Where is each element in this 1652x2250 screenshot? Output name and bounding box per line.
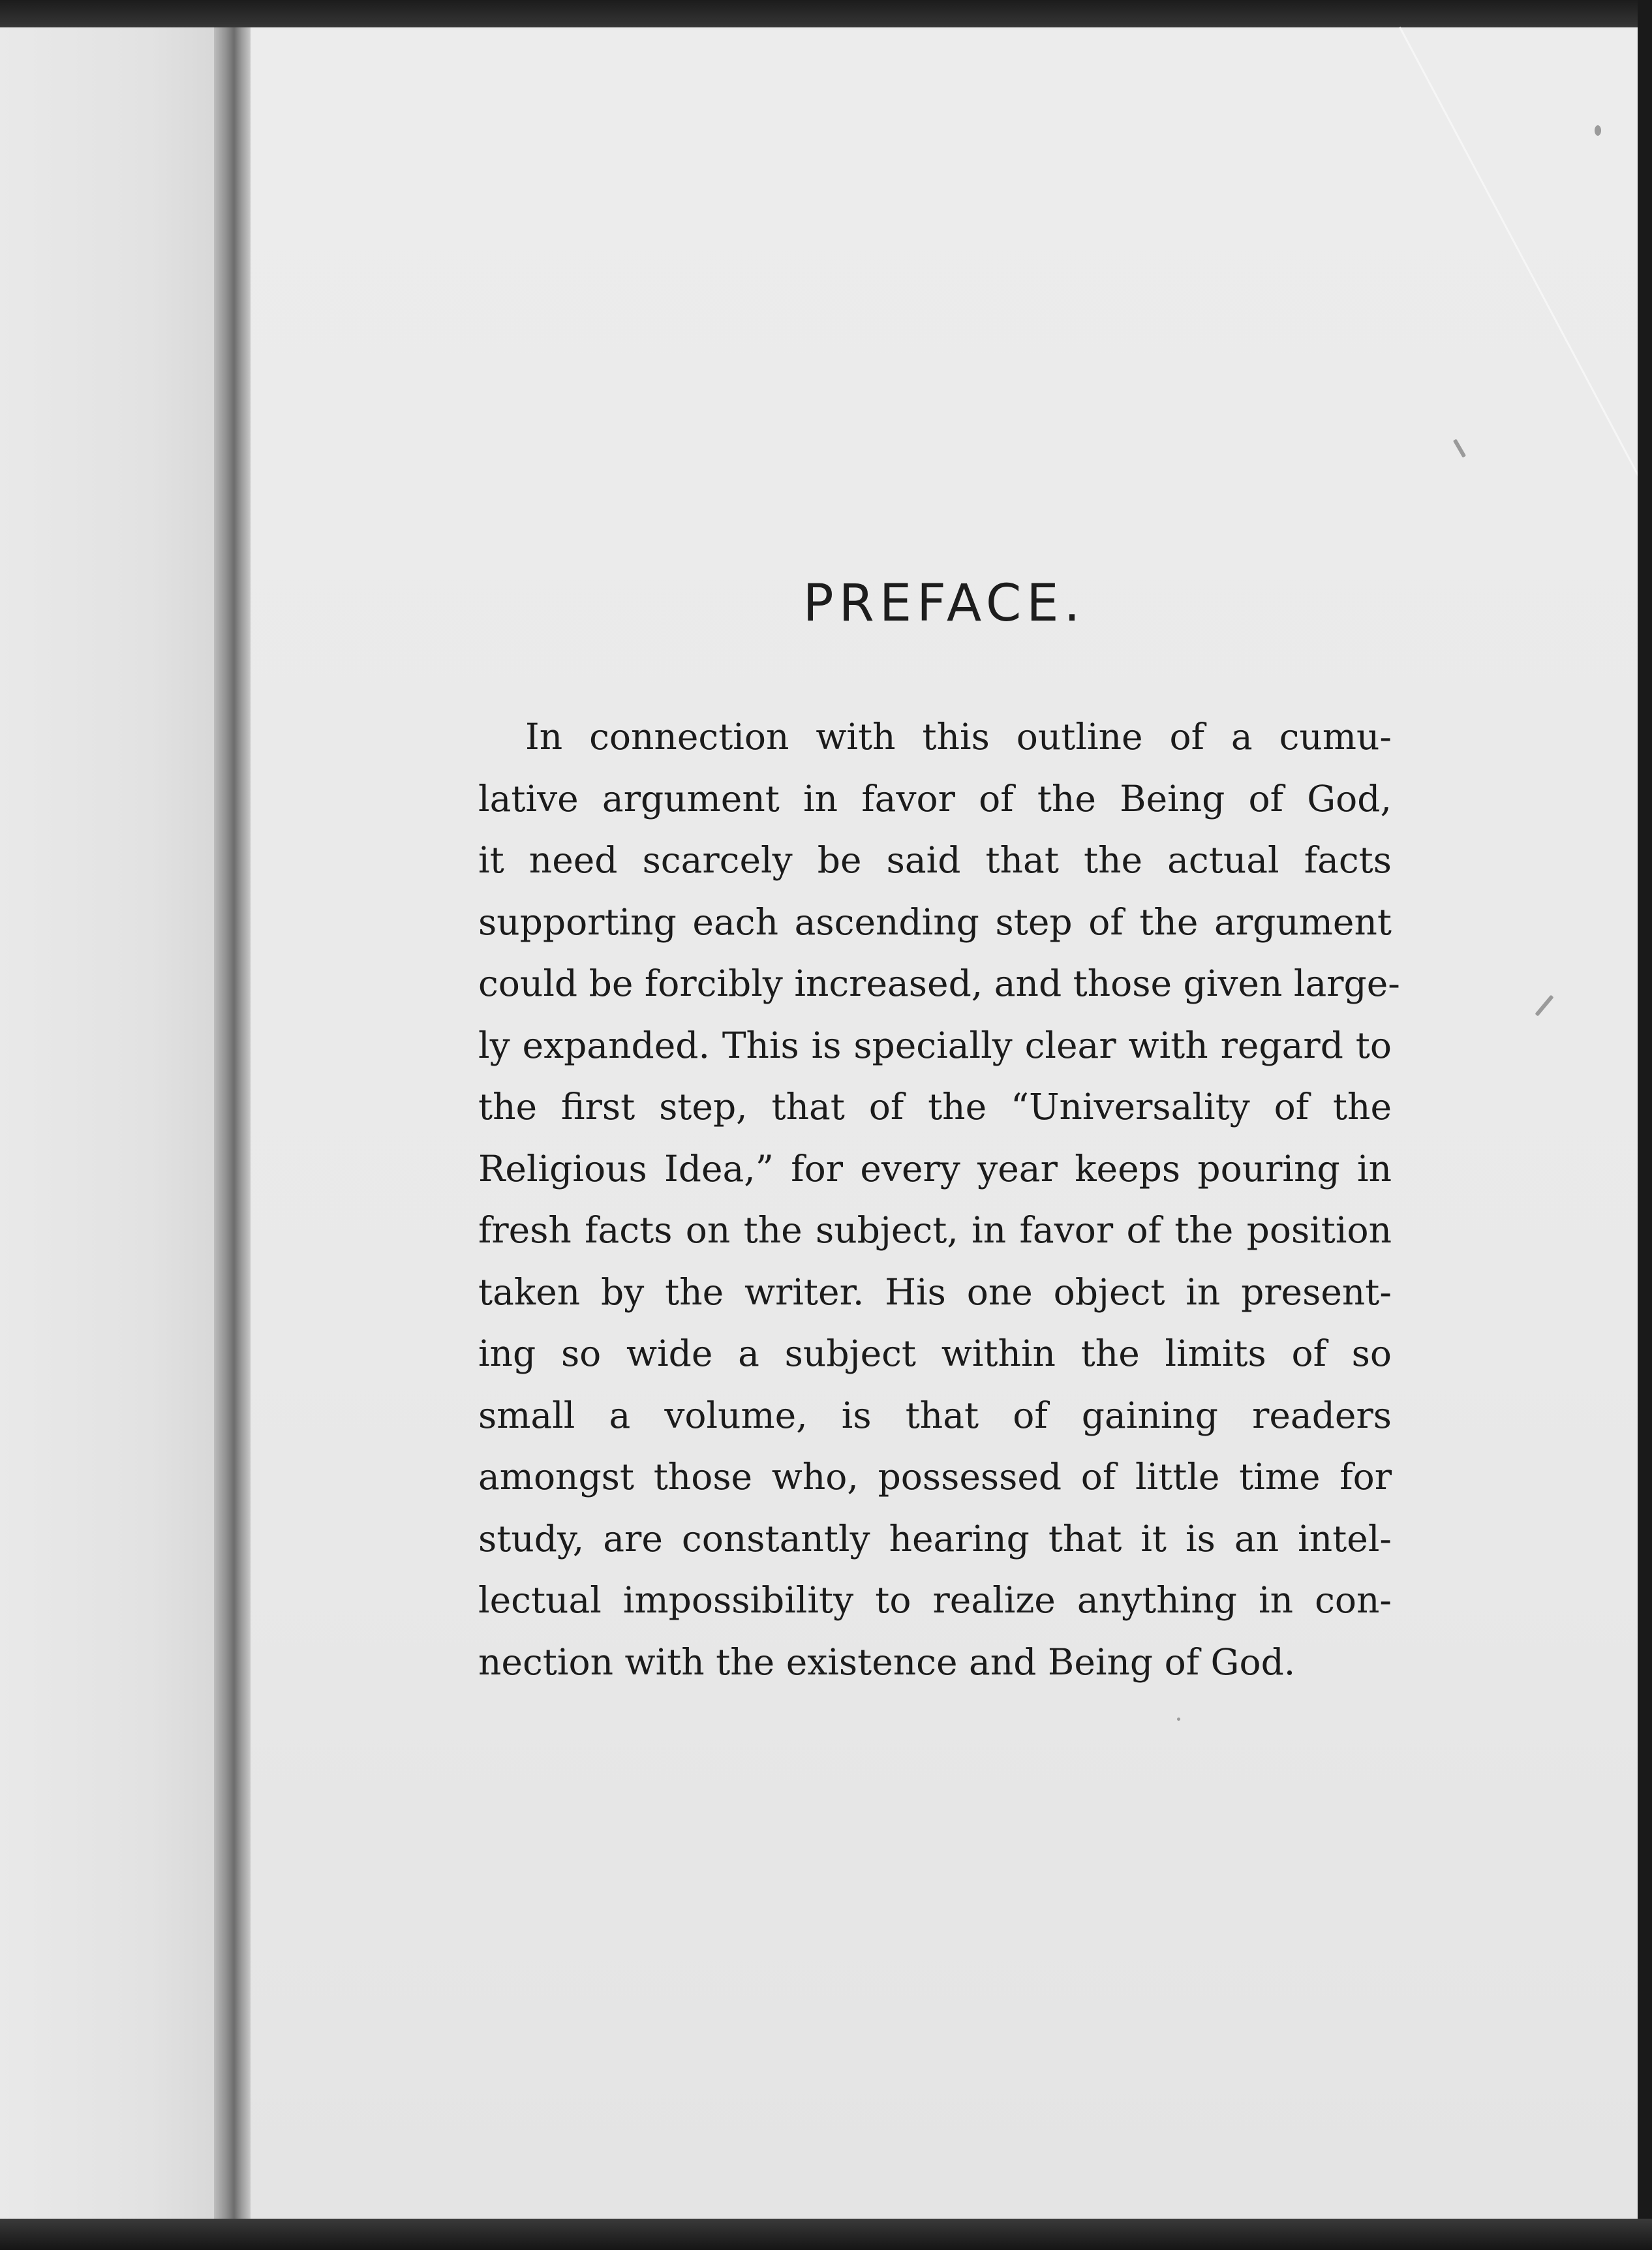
paragraph-line: In connection with this outline of a cumu- [525,716,1392,758]
paragraph-line: taken by the writer. His one object in present- [478,1271,1392,1313]
paragraph-line: lative argument in favor of the Being of God, [478,777,1392,820]
paragraph-line: the first step, that of the “Universality of the [478,1086,1392,1128]
dust-speck [1535,995,1553,1017]
paragraph-line: lectual impossibility to realize anything in con- [478,1579,1392,1621]
paragraph-line: small a volume, is that of gaining readers [478,1394,1392,1436]
page-title: PREFACE. [803,574,1086,633]
left-blank-leaf [0,27,214,2227]
paragraph-line: could be forcibly increased, and those given large- [478,963,1400,1004]
paragraph-line: nection with the existence and Being of God. [478,1641,1296,1683]
paragraph-line: Religious Idea,” for every year keeps pouring in [478,1147,1392,1190]
book-gutter [214,27,251,2227]
paragraph-line: study, are constantly hearing that it is an intel- [478,1517,1392,1560]
paragraph-line: supporting each ascending step of the argument [478,901,1392,943]
dust-speck [1595,125,1601,136]
preface-paragraph [478,706,1400,1693]
paragraph-line: amongst those who, possessed of little time for [478,1456,1392,1498]
paragraph-line: ly expanded. This is specially clear with regard to [478,1024,1392,1066]
scan-top-edge [0,0,1652,31]
paragraph-line: ing so wide a subject within the limits of so [478,1333,1392,1374]
paragraph-line: fresh facts on the subject, in favor of the position [478,1209,1392,1251]
scan-bottom-edge [0,2219,1652,2250]
scan-right-edge [1638,0,1652,2250]
dust-speck [1177,1718,1180,1721]
paragraph-line: it need scarcely be said that the actual facts [478,839,1392,881]
dust-speck [1453,439,1466,458]
paper-crease [1399,27,1652,777]
